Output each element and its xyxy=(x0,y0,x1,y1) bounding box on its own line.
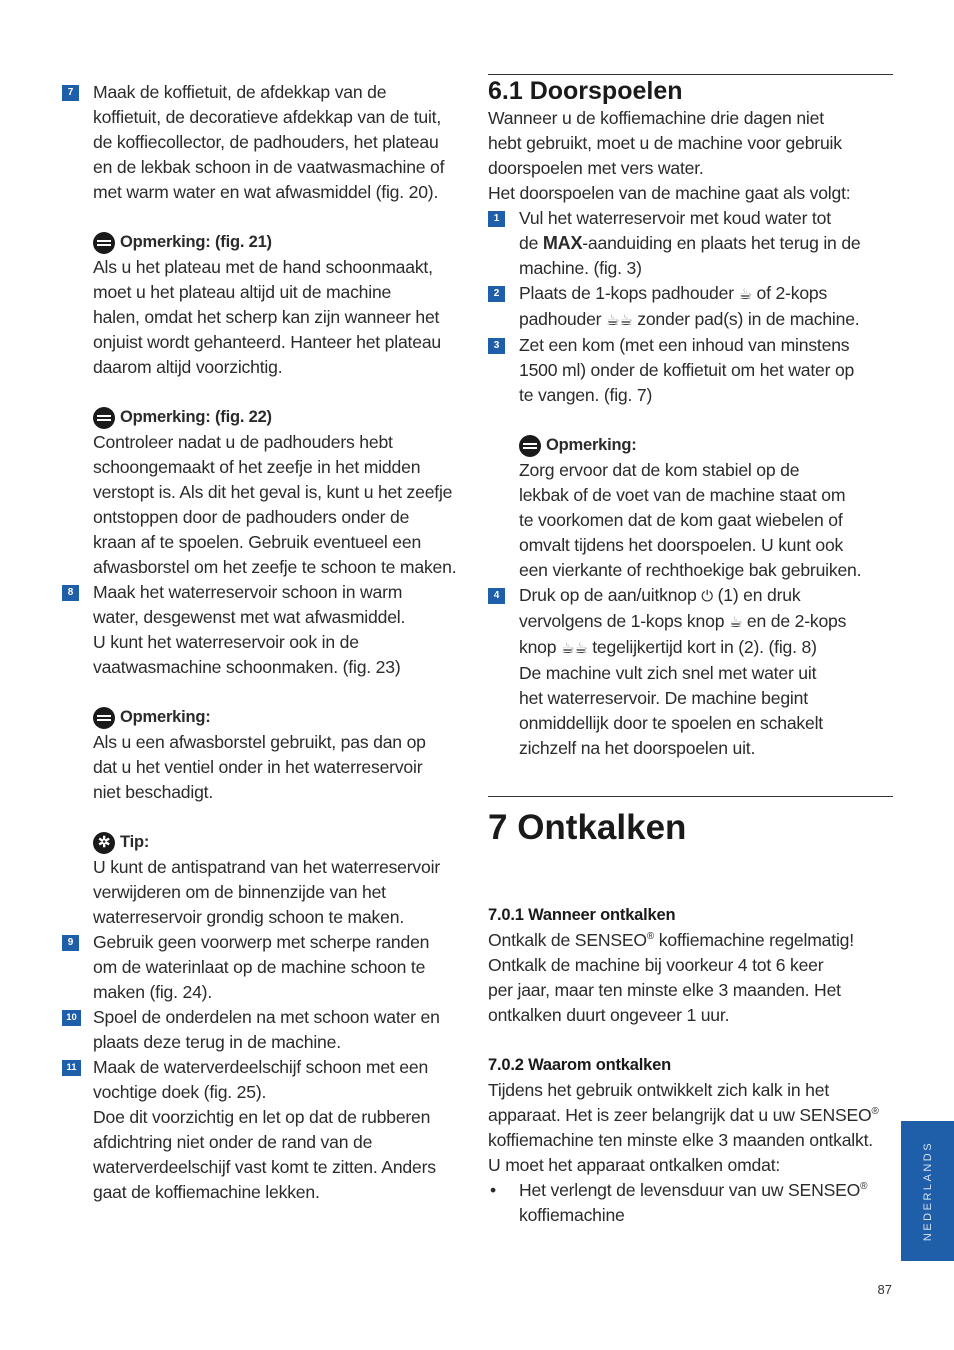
text-line: Wanneer u de koffiemachine drie dagen niet xyxy=(488,108,824,128)
text-span: Druk op de aan/uitknop xyxy=(519,585,702,605)
step-number-9: 9 xyxy=(62,935,79,951)
step-1-line xyxy=(519,231,893,256)
step-8 xyxy=(62,580,467,680)
step-8-text xyxy=(93,580,467,680)
right-column xyxy=(488,77,893,761)
note-title: Opmerking: xyxy=(546,436,637,454)
step-4-text xyxy=(519,661,893,761)
text-line: halen, omdat het scherp kan zijn wanneer het xyxy=(93,307,440,327)
step-9 xyxy=(62,930,467,1005)
step-2 xyxy=(488,281,893,333)
text-line: het waterreservoir. De machine begint xyxy=(519,688,808,708)
max-label: MAX xyxy=(542,233,583,253)
note-brush xyxy=(62,705,467,805)
text-line: koffietuit, de decoratieve afdekkap van de tuit, xyxy=(93,107,442,127)
bullet-line: koffiemachine xyxy=(519,1205,625,1225)
text-span: knop xyxy=(519,637,562,657)
text-line: U moet het apparaat ontkalken omdat: xyxy=(488,1155,781,1175)
step-7 xyxy=(62,80,467,205)
text-span: of 2-kops xyxy=(751,283,828,303)
sub2-text xyxy=(488,1128,893,1178)
step-number-4: 4 xyxy=(488,588,505,604)
text-line: De machine vult zich snel met water uit xyxy=(519,663,817,683)
note-heading xyxy=(93,230,467,255)
step-2-line xyxy=(519,307,893,333)
text-line: Controleer nadat u de padhouders hebt xyxy=(93,432,393,452)
two-cup-icon: ☕☕ xyxy=(606,311,633,329)
note-bowl xyxy=(488,433,893,583)
note-title: Opmerking: (fig. 22) xyxy=(120,408,272,426)
power-icon: ⏻ xyxy=(701,587,713,605)
note-text xyxy=(519,458,893,583)
text-line: de koffiecollector, de padhouders, het plateau xyxy=(93,132,439,152)
tip-text xyxy=(93,855,467,930)
note-fig22 xyxy=(62,405,467,580)
text-span: koffiemachine regelmatig! xyxy=(654,930,854,950)
text-line: vaatwasmachine schoonmaken. (fig. 23) xyxy=(93,657,401,677)
text-span: apparaat. Het is zeer belangrijk dat u uw SENSEO xyxy=(488,1105,872,1125)
text-line: waterreservoir grondig schoon te maken. xyxy=(93,907,405,927)
note-icon xyxy=(93,707,115,729)
subsection-title: 7.0.1 Wanneer ontkalken xyxy=(488,906,676,924)
text-span: padhouder xyxy=(519,309,607,329)
step-1-line: machine. (fig. 3) xyxy=(519,258,642,278)
one-cup-icon: ☕ xyxy=(728,613,743,631)
text-line: gaat de koffiemachine lekken. xyxy=(93,1182,320,1202)
text-span: Het verlengt de levensduur van uw SENSEO xyxy=(519,1180,861,1200)
text-line: ontkalken duurt ongeveer 1 uur. xyxy=(488,1005,730,1025)
sub1-text xyxy=(488,953,893,1028)
chapter-rule xyxy=(488,796,893,797)
text-line: een vierkante of rechthoekige bak gebruiken. xyxy=(519,560,862,580)
text-line: Als u een afwasborstel gebruikt, pas dan op xyxy=(93,732,426,752)
note-fig21 xyxy=(62,230,467,380)
text-line: daarom altijd voorzichtig. xyxy=(93,357,283,377)
step-4-line xyxy=(519,583,893,609)
note-text xyxy=(93,730,467,805)
note-heading xyxy=(93,705,467,730)
step-number-1: 1 xyxy=(488,211,505,227)
step-10 xyxy=(62,1005,467,1055)
text-line: Het doorspoelen van de machine gaat als volgt: xyxy=(488,183,851,203)
step-number-10: 10 xyxy=(62,1010,81,1026)
step-1-line: Vul het waterreservoir met koud water tot xyxy=(519,208,831,228)
step-number-2: 2 xyxy=(488,286,505,302)
text-line: lekbak of de voet van de machine staat om xyxy=(519,485,846,505)
text-line: zichzelf na het doorspoelen uit. xyxy=(519,738,756,758)
sub2-line xyxy=(488,1103,893,1128)
text-line: om de waterinlaat op de machine schoon te xyxy=(93,957,426,977)
text-line: vochtige doek (fig. 25). xyxy=(93,1082,267,1102)
tip-block xyxy=(62,830,467,930)
text-line: onmiddellijk door te spoelen en schakelt xyxy=(519,713,823,733)
section-title: 6.1 Doorspoelen xyxy=(488,77,683,105)
step-number-8: 8 xyxy=(62,585,79,601)
text-line: koffiemachine ten minste elke 3 maanden ontkalkt. xyxy=(488,1130,873,1150)
step-11-text xyxy=(93,1055,467,1205)
text-line: te vangen. (fig. 7) xyxy=(519,385,653,405)
text-line: Ontkalk de machine bij voorkeur 4 tot 6 keer xyxy=(488,955,824,975)
two-cup-icon: ☕☕ xyxy=(561,639,588,657)
text-line: Doe dit voorzichtig en let op dat de rubberen xyxy=(93,1107,431,1127)
text-line: U kunt het waterreservoir ook in de xyxy=(93,632,359,652)
text-line: Gebruik geen voorwerp met scherpe randen xyxy=(93,932,430,952)
tip-icon: ✲ xyxy=(93,832,115,854)
registered-mark: ® xyxy=(860,1181,868,1193)
note-title: Opmerking: (fig. 21) xyxy=(120,233,272,251)
text-line: Maak de waterverdeelschijf schoon met een xyxy=(93,1057,429,1077)
text-span: (1) en druk xyxy=(712,585,801,605)
text-line: maken (fig. 24). xyxy=(93,982,213,1002)
page-number: 87 xyxy=(877,1282,892,1297)
bullet-line xyxy=(519,1178,893,1203)
text-line: kraan af te spoelen. Gebruik eventueel een xyxy=(93,532,422,552)
text-line: afdichtring niet onder de rand van de xyxy=(93,1132,373,1152)
text-line: met warm water en wat afwasmiddel (fig. 20). xyxy=(93,182,439,202)
chapter-body xyxy=(488,903,893,1228)
registered-mark: ® xyxy=(646,931,655,943)
language-label: NEDERLANDS xyxy=(921,1140,934,1242)
text-span: -aanduiding en plaats het terug in de xyxy=(582,233,861,253)
text-line: en de lekbak schoon in de vaatwasmachine of xyxy=(93,157,445,177)
chapter-title: 7 Ontkalken xyxy=(488,808,687,847)
text-line: plaats deze terug in de machine. xyxy=(93,1032,341,1052)
text-line: water, desgewenst met wat afwasmiddel. xyxy=(93,607,406,627)
text-line: Maak de koffietuit, de afdekkap van de xyxy=(93,82,387,102)
text-line: hebt gebruikt, moet u de machine voor gebruik xyxy=(488,133,842,153)
text-span: tegelijkertijd kort in (2). (fig. 8) xyxy=(587,637,817,657)
text-line: Spoel de onderdelen na met schoon water en xyxy=(93,1007,440,1027)
step-2-line xyxy=(519,281,893,307)
text-line: niet beschadigt. xyxy=(93,782,214,802)
text-span: en de 2-kops xyxy=(742,611,847,631)
text-line: verwijderen om de binnenzijde van het xyxy=(93,882,386,902)
language-tab xyxy=(901,1121,954,1261)
text-line: omvalt tijdens het doorspoelen. U kunt ook xyxy=(519,535,844,555)
step-11 xyxy=(62,1055,467,1205)
text-span: vervolgens de 1-kops knop xyxy=(519,611,729,631)
text-line: 1500 ml) onder de koffietuit om het water op xyxy=(519,360,855,380)
note-icon xyxy=(93,407,115,429)
section-rule xyxy=(488,74,893,75)
text-line: ontstoppen door de padhouders onder de xyxy=(93,507,410,527)
text-span: de xyxy=(519,233,543,253)
subsection-title: 7.0.2 Waarom ontkalken xyxy=(488,1056,671,1074)
section-intro xyxy=(488,106,893,206)
text-line: verstopt is. Als dit het geval is, kunt u het zeefje xyxy=(93,482,453,502)
text-span: zonder pad(s) in de machine. xyxy=(632,309,860,329)
note-text xyxy=(93,255,467,380)
text-line: Als u het plateau met de hand schoonmaakt, xyxy=(93,257,433,277)
step-number-3: 3 xyxy=(488,338,505,354)
note-title: Opmerking: xyxy=(120,708,211,726)
step-1 xyxy=(488,206,893,281)
note-heading xyxy=(519,433,893,458)
step-4 xyxy=(488,583,893,761)
text-line: te voorkomen dat de kom gaat wiebelen of xyxy=(519,510,843,530)
left-column xyxy=(62,80,467,1205)
text-line: moet u het plateau altijd uit de machine xyxy=(93,282,392,302)
bullet-item xyxy=(488,1178,893,1228)
text-line: U kunt de antispatrand van het waterreservoir xyxy=(93,857,440,877)
step-9-text xyxy=(93,930,467,1005)
text-line: onjuist wordt gehanteerd. Hanteer het plateau xyxy=(93,332,442,352)
text-line: Zorg ervoor dat de kom stabiel op de xyxy=(519,460,800,480)
text-line: Zet een kom (met een inhoud van minstens xyxy=(519,335,850,355)
note-text xyxy=(93,430,467,580)
text-line: dat u het ventiel onder in het waterreservoir xyxy=(93,757,423,777)
text-line: doorspoelen met vers water. xyxy=(488,158,704,178)
step-3-text xyxy=(519,333,893,408)
step-number-11: 11 xyxy=(62,1060,81,1076)
sub2-line: Tijdens het gebruik ontwikkelt zich kalk in het xyxy=(488,1080,830,1100)
step-number-7: 7 xyxy=(62,85,79,101)
text-line: per jaar, maar ten minste elke 3 maanden. Het xyxy=(488,980,841,1000)
text-line: schoongemaakt of het zeefje in het midden xyxy=(93,457,421,477)
step-3 xyxy=(488,333,893,408)
text-span: Plaats de 1-kops padhouder xyxy=(519,283,739,303)
text-line: waterverdeelschijf vast komt te zitten. Anders xyxy=(93,1157,436,1177)
tip-heading xyxy=(93,830,467,855)
spacer xyxy=(488,1028,893,1053)
note-icon xyxy=(519,435,541,457)
text-line: Maak het waterreservoir schoon in warm xyxy=(93,582,403,602)
step-7-text xyxy=(93,80,467,205)
text-span: Ontkalk de SENSEO xyxy=(488,930,647,950)
tip-title: Tip: xyxy=(120,833,150,851)
one-cup-icon: ☕ xyxy=(738,285,752,303)
step-4-line xyxy=(519,635,893,661)
registered-mark: ® xyxy=(871,1106,879,1118)
note-heading xyxy=(93,405,467,430)
step-4-line xyxy=(519,609,893,635)
text-line: afwasborstel om het zeefje te schoon te maken. xyxy=(93,557,457,577)
note-icon xyxy=(93,232,115,254)
sub1-line xyxy=(488,928,893,953)
step-10-text xyxy=(93,1005,467,1055)
